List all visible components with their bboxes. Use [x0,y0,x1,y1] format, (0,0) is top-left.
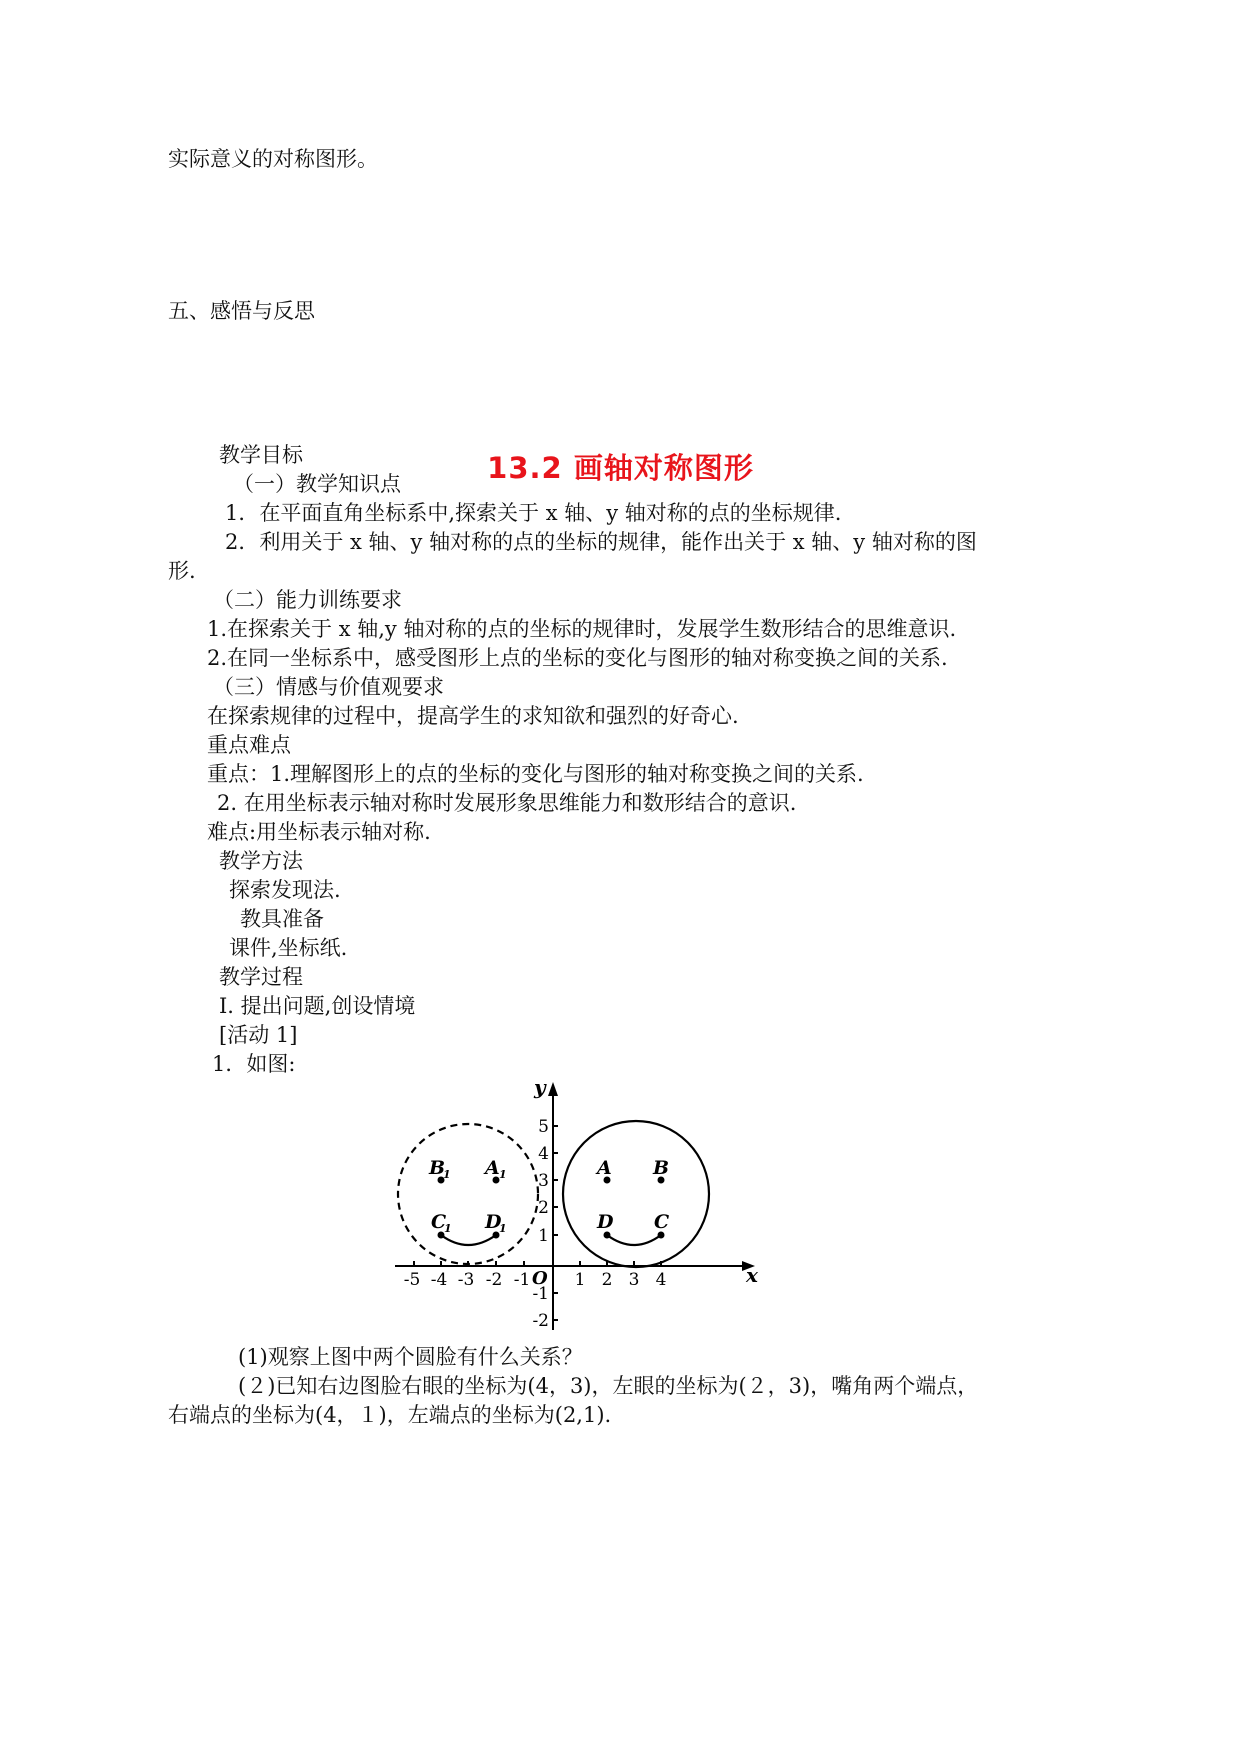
page-title: 13.2 画轴对称图形 [487,451,754,485]
emotion-heading: （三）情感与价值观要求 [213,675,444,699]
section-5-heading: 五、感悟与反思 [168,299,315,323]
point-label-a: A [597,1157,612,1179]
objectives-heading: 教学目标 [219,443,303,467]
x-axis-label: x [746,1263,758,1287]
method-heading: 教学方法 [219,849,303,873]
x-tick-label: -4 [430,1270,448,1290]
knowledge-item-2: 2．利用关于 x 轴、y 轴对称的点的坐标的规律，能作出关于 x 轴、y 轴对称的图 [225,530,977,554]
question-2-cont: 右端点的坐标为(4，１)，左端点的坐标为(2,1). [168,1403,612,1427]
method-item: 探索发现法. [229,878,341,902]
coordinate-figure [380,1075,780,1345]
difficulty-item: 难点:用坐标表示轴对称. [207,820,431,844]
x-tick-label: 2 [601,1270,613,1290]
left-face-mouth [441,1235,496,1245]
knowledge-item-1: 1．在平面直角坐标系中,探索关于 x 轴、y 轴对称的点的坐标规律. [225,501,842,525]
ability-heading: （二）能力训练要求 [213,588,402,612]
y-tick-label: 2 [538,1198,549,1218]
y-tick-label: 4 [538,1144,549,1164]
x-tick-label: 4 [655,1270,667,1290]
x-tick-label: -5 [403,1270,421,1290]
point-label-d: D [597,1211,614,1233]
point-label-b1: B [429,1157,446,1179]
subscript-label: 1 [499,1222,507,1235]
ability-item-2: 2.在同一坐标系中，感受图形上点的坐标的变化与图形的轴对称变换之间的关系. [207,646,948,670]
knowledge-heading: （一）教学知识点 [233,472,401,496]
x-tick-label: 1 [574,1270,586,1290]
knowledge-item-2-cont: 形. [168,559,196,583]
y-axis-arrow [548,1082,558,1096]
point-label-b: B [653,1157,670,1179]
subscript-label: 1 [444,1222,452,1235]
point-label-c1: C [431,1211,447,1233]
y-tick-label: -2 [532,1311,549,1331]
right-face-mouth [607,1235,661,1245]
as-figure-label: 1．如图: [212,1052,296,1076]
tools-heading: 教具准备 [240,907,324,931]
y-tick-label: 3 [538,1171,549,1191]
key-item-1: 重点：1.理解图形上的点的坐标的变化与图形的轴对称变换之间的关系. [207,762,864,786]
y-axis-label: y [534,1075,546,1099]
origin-label: O [532,1268,548,1289]
x-tick-label: -2 [485,1270,503,1290]
key-item-2: 2. 在用坐标表示轴对称时发展形象思维能力和数形结合的意识. [217,791,797,815]
y-tick-label: 5 [538,1117,549,1137]
x-tick-label: -1 [513,1270,531,1290]
process-step-1: Ⅰ. 提出问题,创设情境 [219,994,416,1018]
activity-1-label: [活动 1] [219,1023,298,1047]
emotion-item-1: 在探索规律的过程中，提高学生的求知欲和强烈的好奇心. [207,704,739,728]
intro-tail: 实际意义的对称图形。 [168,147,378,171]
x-tick-label: 3 [628,1270,640,1290]
subscript-label: 1 [499,1168,507,1181]
process-heading: 教学过程 [219,965,303,989]
ability-item-1: 1.在探索关于 x 轴,y 轴对称的点的坐标的规律时，发展学生数形结合的思维意识. [207,617,957,641]
y-tick-label: 1 [538,1226,549,1246]
key-heading: 重点难点 [207,733,291,757]
left-face-dashed-circle [398,1124,538,1264]
question-2: (２)已知右边图脸右眼的坐标为(4，3)，左眼的坐标为(２，3)，嘴角两个端点， [238,1374,979,1398]
subscript-label: 1 [443,1168,451,1181]
x-tick-label: -3 [457,1270,475,1290]
point-label-c: C [654,1211,670,1233]
point-label-a1: A [485,1157,500,1179]
tools-item: 课件,坐标纸. [229,936,348,960]
question-1: (1)观察上图中两个圆脸有什么关系？ [238,1345,583,1369]
y-tick-label: -1 [532,1284,549,1304]
point-label-d1: D [485,1211,502,1233]
